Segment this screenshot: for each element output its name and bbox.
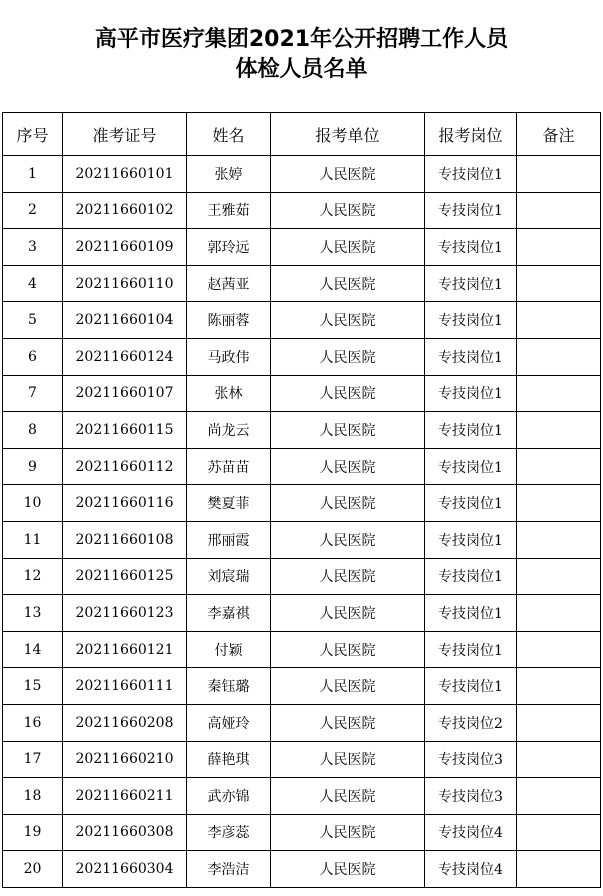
cell-note	[517, 558, 601, 595]
table-row	[3, 302, 601, 339]
cell-unit: 人民医院	[271, 521, 425, 558]
table-row	[3, 265, 601, 302]
cell-exam-id: 20211660210	[63, 741, 187, 778]
cell-note	[517, 192, 601, 229]
cell-post: 专技岗位1	[425, 265, 517, 302]
cell-seq: 18	[3, 778, 63, 815]
cell-post: 专技岗位1	[425, 412, 517, 449]
table-row	[3, 631, 601, 668]
cell-name: 薛艳琪	[187, 741, 271, 778]
cell-name: 高娅玲	[187, 704, 271, 741]
cell-name: 刘宸瑞	[187, 558, 271, 595]
cell-name: 秦钰璐	[187, 668, 271, 705]
cell-unit: 人民医院	[271, 851, 425, 888]
header-post: 报考岗位	[425, 113, 517, 156]
cell-post: 专技岗位1	[425, 156, 517, 193]
table-row	[3, 156, 601, 193]
cell-exam-id: 20211660125	[63, 558, 187, 595]
cell-post: 专技岗位4	[425, 814, 517, 851]
cell-name: 李嘉祺	[187, 595, 271, 632]
cell-seq: 8	[3, 412, 63, 449]
cell-seq: 3	[3, 229, 63, 266]
cell-note	[517, 485, 601, 522]
cell-unit: 人民医院	[271, 265, 425, 302]
cell-note	[517, 229, 601, 266]
table-row	[3, 192, 601, 229]
cell-exam-id: 20211660121	[63, 631, 187, 668]
cell-name: 尚龙云	[187, 412, 271, 449]
cell-unit: 人民医院	[271, 631, 425, 668]
cell-post: 专技岗位1	[425, 668, 517, 705]
cell-unit: 人民医院	[271, 668, 425, 705]
header-seq: 序号	[3, 113, 63, 156]
cell-note	[517, 851, 601, 888]
cell-post: 专技岗位1	[425, 485, 517, 522]
cell-post: 专技岗位1	[425, 302, 517, 339]
table-row	[3, 851, 601, 888]
cell-exam-id: 20211660111	[63, 668, 187, 705]
cell-seq: 19	[3, 814, 63, 851]
cell-post: 专技岗位2	[425, 704, 517, 741]
cell-post: 专技岗位1	[425, 192, 517, 229]
cell-exam-id: 20211660123	[63, 595, 187, 632]
cell-unit: 人民医院	[271, 302, 425, 339]
cell-note	[517, 595, 601, 632]
cell-unit: 人民医院	[271, 375, 425, 412]
cell-note	[517, 814, 601, 851]
cell-name: 赵茜亚	[187, 265, 271, 302]
cell-note	[517, 704, 601, 741]
cell-exam-id: 20211660308	[63, 814, 187, 851]
cell-exam-id: 20211660124	[63, 338, 187, 375]
cell-exam-id: 20211660115	[63, 412, 187, 449]
cell-post: 专技岗位1	[425, 338, 517, 375]
cell-name: 马政伟	[187, 338, 271, 375]
table-row	[3, 778, 601, 815]
cell-seq: 7	[3, 375, 63, 412]
header-unit: 报考单位	[271, 113, 425, 156]
cell-note	[517, 778, 601, 815]
table-row	[3, 412, 601, 449]
cell-note	[517, 375, 601, 412]
cell-unit: 人民医院	[271, 192, 425, 229]
cell-post: 专技岗位1	[425, 521, 517, 558]
cell-unit: 人民医院	[271, 338, 425, 375]
table-row	[3, 375, 601, 412]
examinee-table	[2, 112, 601, 888]
cell-seq: 17	[3, 741, 63, 778]
cell-seq: 5	[3, 302, 63, 339]
table-row	[3, 741, 601, 778]
table-header-row	[3, 113, 601, 156]
cell-unit: 人民医院	[271, 156, 425, 193]
cell-exam-id: 20211660110	[63, 265, 187, 302]
cell-note	[517, 265, 601, 302]
table-row	[3, 448, 601, 485]
cell-name: 李彦蕊	[187, 814, 271, 851]
cell-name: 郭玲远	[187, 229, 271, 266]
cell-seq: 14	[3, 631, 63, 668]
cell-note	[517, 668, 601, 705]
cell-exam-id: 20211660208	[63, 704, 187, 741]
cell-unit: 人民医院	[271, 595, 425, 632]
cell-post: 专技岗位4	[425, 851, 517, 888]
table-row	[3, 814, 601, 851]
table-row	[3, 521, 601, 558]
cell-seq: 15	[3, 668, 63, 705]
table-row	[3, 229, 601, 266]
cell-note	[517, 156, 601, 193]
table-row	[3, 558, 601, 595]
cell-note	[517, 338, 601, 375]
cell-seq: 9	[3, 448, 63, 485]
cell-seq: 1	[3, 156, 63, 193]
cell-exam-id: 20211660108	[63, 521, 187, 558]
cell-seq: 4	[3, 265, 63, 302]
cell-post: 专技岗位3	[425, 741, 517, 778]
document-title: 高平市医疗集团2021年公开招聘工作人员	[94, 27, 509, 52]
cell-unit: 人民医院	[271, 558, 425, 595]
cell-name: 张婷	[187, 156, 271, 193]
cell-note	[517, 302, 601, 339]
cell-post: 专技岗位3	[425, 778, 517, 815]
cell-seq: 11	[3, 521, 63, 558]
cell-post: 专技岗位1	[425, 448, 517, 485]
header-exam-id: 准考证号	[63, 113, 187, 156]
cell-seq: 12	[3, 558, 63, 595]
header-note: 备注	[517, 113, 601, 156]
cell-exam-id: 20211660102	[63, 192, 187, 229]
cell-post: 专技岗位1	[425, 558, 517, 595]
cell-unit: 人民医院	[271, 778, 425, 815]
cell-name: 邢丽霞	[187, 521, 271, 558]
cell-seq: 13	[3, 595, 63, 632]
cell-seq: 2	[3, 192, 63, 229]
cell-unit: 人民医院	[271, 485, 425, 522]
cell-note	[517, 412, 601, 449]
cell-note	[517, 521, 601, 558]
cell-name: 陈丽蓉	[187, 302, 271, 339]
table-row	[3, 668, 601, 705]
cell-post: 专技岗位1	[425, 631, 517, 668]
cell-exam-id: 20211660112	[63, 448, 187, 485]
cell-name: 王雅茹	[187, 192, 271, 229]
cell-name: 武亦锦	[187, 778, 271, 815]
document-subtitle: 体检人员名单	[235, 57, 368, 82]
cell-seq: 10	[3, 485, 63, 522]
cell-exam-id: 20211660101	[63, 156, 187, 193]
cell-note	[517, 448, 601, 485]
cell-seq: 16	[3, 704, 63, 741]
cell-name: 付颖	[187, 631, 271, 668]
cell-note	[517, 631, 601, 668]
cell-name: 张林	[187, 375, 271, 412]
cell-exam-id: 20211660104	[63, 302, 187, 339]
table-row	[3, 485, 601, 522]
cell-exam-id: 20211660107	[63, 375, 187, 412]
cell-exam-id: 20211660109	[63, 229, 187, 266]
cell-post: 专技岗位1	[425, 229, 517, 266]
cell-unit: 人民医院	[271, 412, 425, 449]
cell-seq: 6	[3, 338, 63, 375]
cell-name: 樊夏菲	[187, 485, 271, 522]
cell-post: 专技岗位1	[425, 595, 517, 632]
cell-name: 李浩洁	[187, 851, 271, 888]
cell-seq: 20	[3, 851, 63, 888]
header-name: 姓名	[187, 113, 271, 156]
cell-unit: 人民医院	[271, 814, 425, 851]
table-row	[3, 338, 601, 375]
cell-unit: 人民医院	[271, 741, 425, 778]
cell-unit: 人民医院	[271, 229, 425, 266]
table-row	[3, 595, 601, 632]
table-row	[3, 704, 601, 741]
cell-exam-id: 20211660211	[63, 778, 187, 815]
cell-unit: 人民医院	[271, 704, 425, 741]
table-body	[3, 156, 601, 888]
cell-exam-id: 20211660304	[63, 851, 187, 888]
cell-unit: 人民医院	[271, 448, 425, 485]
cell-note	[517, 741, 601, 778]
cell-post: 专技岗位1	[425, 375, 517, 412]
cell-name: 苏苗苗	[187, 448, 271, 485]
cell-exam-id: 20211660116	[63, 485, 187, 522]
